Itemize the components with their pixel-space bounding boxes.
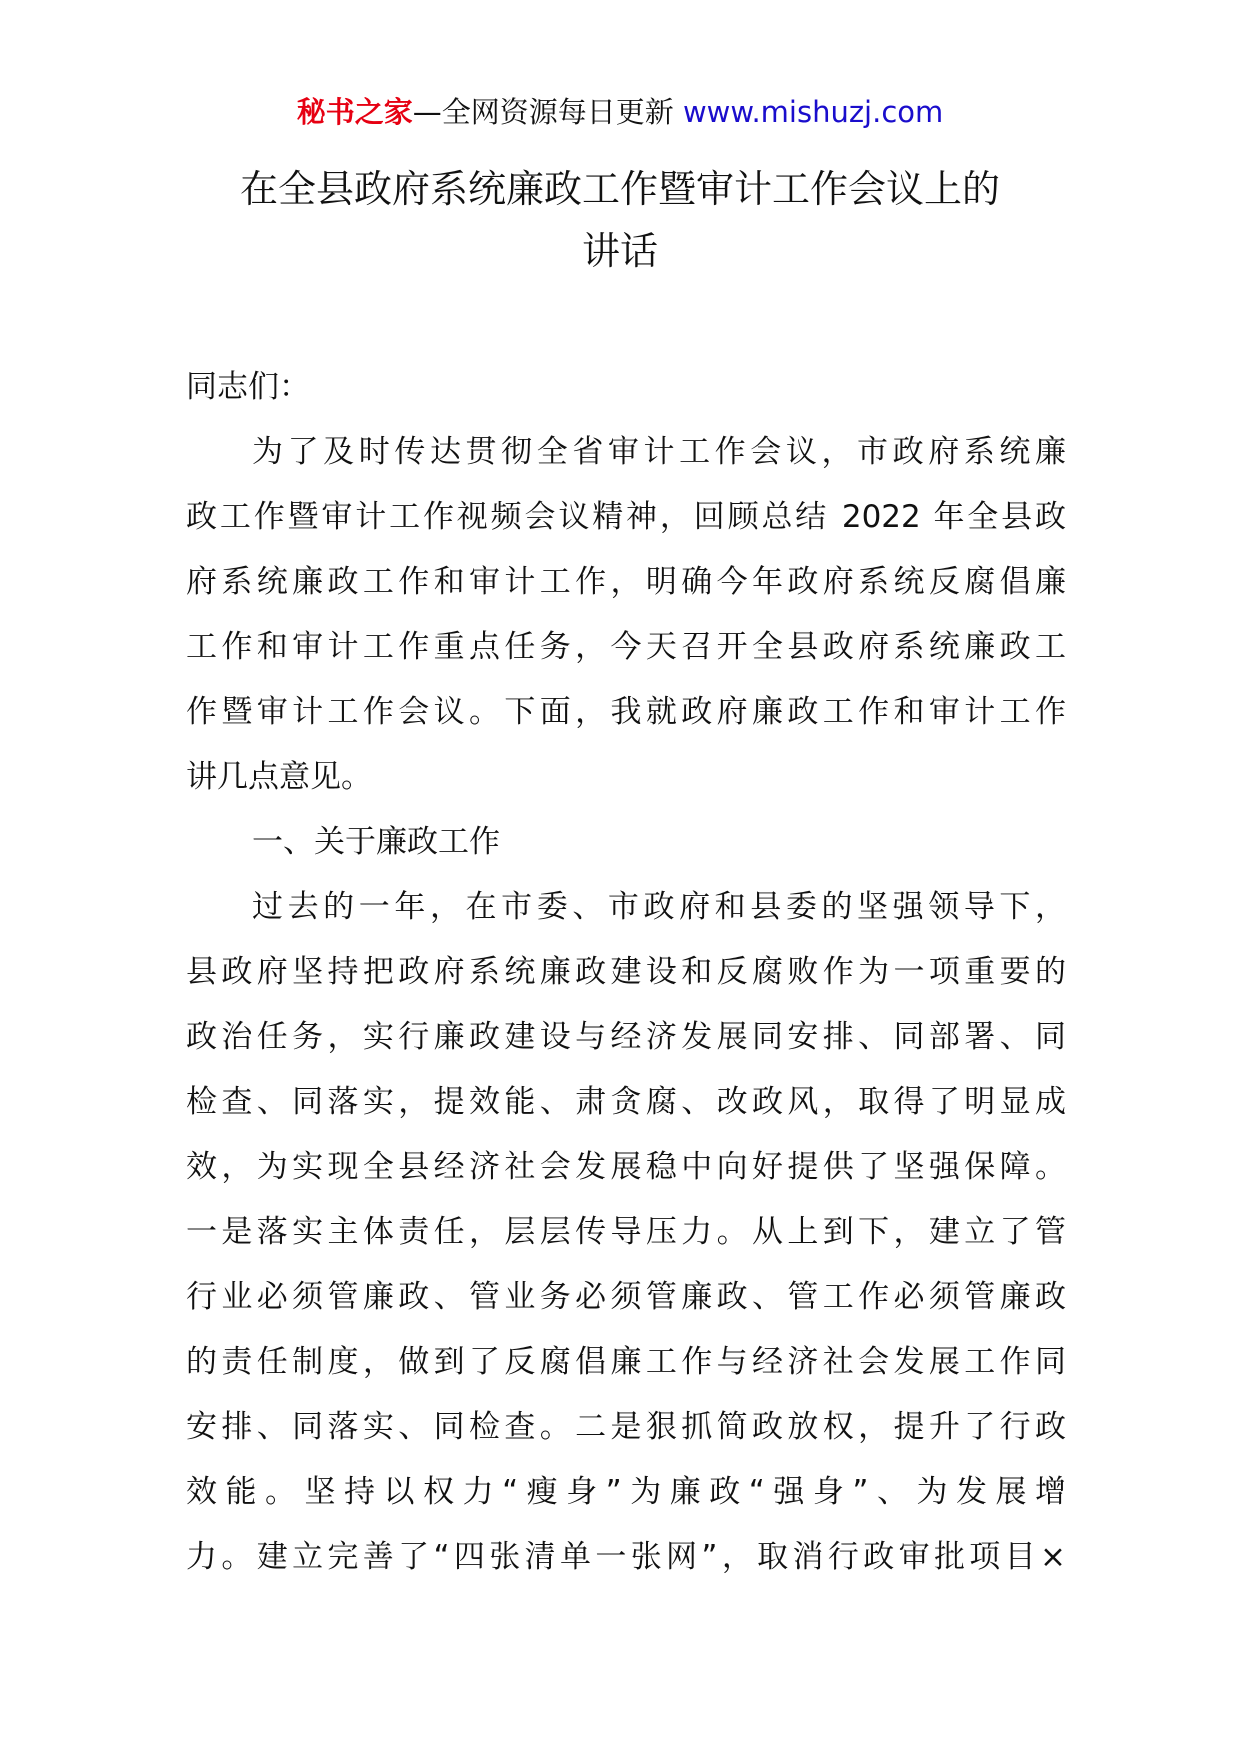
body-line: 效，为实现全县经济社会发展稳中向好提供了坚强保障。 bbox=[186, 1149, 1066, 1185]
body-line: 工作和审计工作重点任务，今天召开全县政府系统廉政工 bbox=[186, 629, 1066, 665]
body-line: 检查、同落实，提效能、肃贪腐、改政风，取得了明显成 bbox=[186, 1084, 1066, 1120]
body-line: 行业必须管廉政、管业务必须管廉政、管工作必须管廉政 bbox=[186, 1279, 1066, 1315]
brand-name: 秘书之家 bbox=[296, 95, 413, 129]
section-heading: 一、关于廉政工作 bbox=[252, 824, 500, 860]
document-title bbox=[150, 158, 1090, 282]
site-url-link[interactable]: www.mishuzj.com bbox=[682, 95, 944, 129]
body-line: 政工作暨审计工作视频会议精神，回顾总结 2022 年全县政 bbox=[186, 499, 1066, 535]
title-line-1: 在全县政府系统廉政工作暨审计工作会议上的 bbox=[239, 167, 1000, 211]
site-banner bbox=[0, 92, 1240, 132]
body-line: 讲几点意见。 bbox=[186, 759, 372, 795]
document-body bbox=[186, 355, 1066, 1590]
body-line: 一是落实主体责任，层层传导压力。从上到下，建立了管 bbox=[186, 1214, 1066, 1250]
body-line: 过去的一年，在市委、市政府和县委的坚强领导下， bbox=[252, 889, 1066, 925]
salutation: 同志们： bbox=[186, 369, 310, 405]
body-line: 力。建立完善了“四张清单一张网”，取消行政审批项目× bbox=[186, 1539, 1066, 1575]
body-line: 为了及时传达贯彻全省审计工作会议，市政府系统廉 bbox=[252, 434, 1066, 470]
body-line: 效能。坚持以权力“瘦身”为廉政“强身”、为发展增 bbox=[186, 1474, 1066, 1510]
body-line: 的责任制度，做到了反腐倡廉工作与经济社会发展工作同 bbox=[186, 1344, 1066, 1380]
body-line: 政治任务，实行廉政建设与经济发展同安排、同部署、同 bbox=[186, 1019, 1066, 1055]
body-line: 作暨审计工作会议。下面，我就政府廉政工作和审计工作 bbox=[186, 694, 1066, 730]
title-line-2: 讲话 bbox=[581, 229, 658, 273]
body-line: 府系统廉政工作和审计工作，明确今年政府系统反腐倡廉 bbox=[186, 564, 1066, 600]
body-line: 县政府坚持把政府系统廉政建设和反腐败作为一项重要的 bbox=[186, 954, 1066, 990]
banner-slogan: —全网资源每日更新 bbox=[412, 95, 674, 129]
body-line: 安排、同落实、同检查。二是狠抓简政放权，提升了行政 bbox=[186, 1409, 1066, 1445]
